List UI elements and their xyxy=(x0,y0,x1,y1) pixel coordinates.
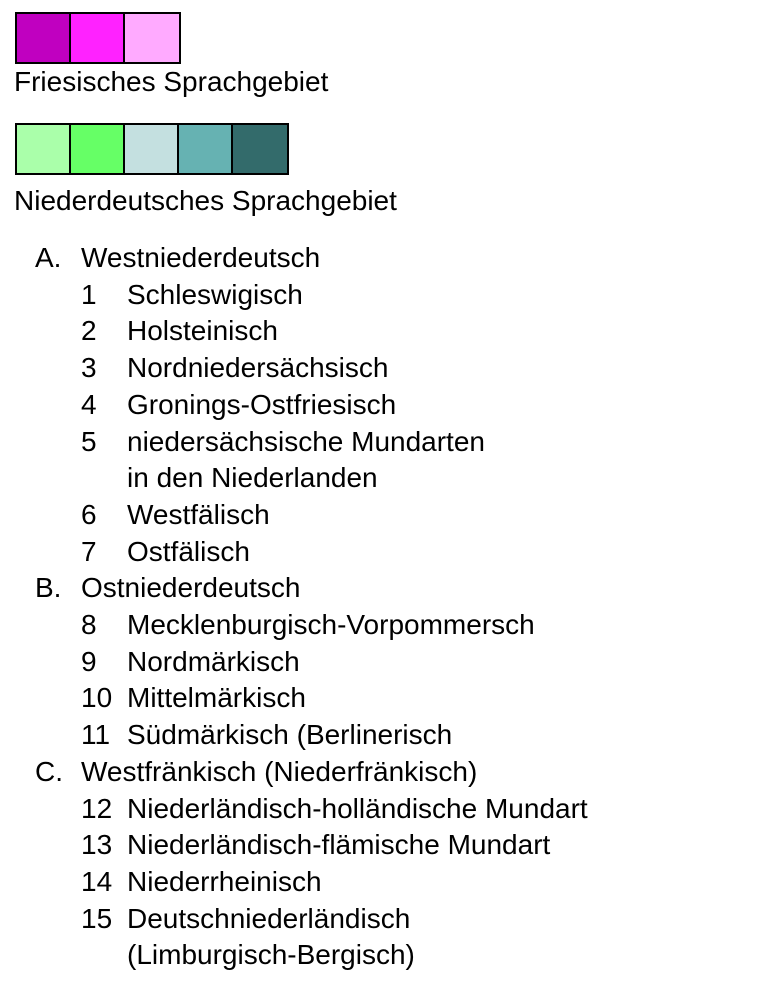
dialect-number: 5 xyxy=(81,425,97,457)
dialect-number: 11 xyxy=(81,719,111,751)
dialect-item xyxy=(35,864,588,901)
dialect-name-line: niedersächsische Mundarten xyxy=(127,425,485,457)
dialect-name xyxy=(127,680,306,717)
dialect-item xyxy=(35,277,588,314)
dialect-list xyxy=(35,240,588,974)
dialect-name xyxy=(127,717,452,754)
dialect-item xyxy=(35,827,588,864)
lowgerman-swatch-row xyxy=(15,123,289,175)
group-heading xyxy=(35,240,588,277)
dialect-name xyxy=(127,827,550,864)
frisian-swatch-row xyxy=(15,12,181,64)
dialect-number: 2 xyxy=(81,315,97,347)
dialect-number: 8 xyxy=(81,609,97,641)
dialect-number: 1 xyxy=(81,278,97,310)
dialect-item xyxy=(35,644,588,681)
dialect-name xyxy=(127,277,303,314)
dialect-item xyxy=(35,350,588,387)
dialect-name-line: Holsteinisch xyxy=(127,315,278,347)
dialect-item xyxy=(35,534,588,571)
dialect-name xyxy=(127,313,278,350)
dialect-item xyxy=(35,313,588,350)
dialect-name xyxy=(127,864,322,901)
dialect-name-line: (Limburgisch-Bergisch) xyxy=(127,939,415,971)
dialect-number: 14 xyxy=(81,865,113,897)
group-name: Westniederdeutsch xyxy=(81,242,321,273)
dialect-name-line: Westfälisch xyxy=(127,498,270,530)
frisian-caption: Friesisches Sprachgebiet xyxy=(14,66,329,97)
dialect-item xyxy=(35,901,588,974)
dialect-name-line: in den Niederlanden xyxy=(127,462,378,494)
dialect-name xyxy=(127,791,588,828)
lowgerman-swatch-5 xyxy=(233,125,287,173)
dialect-number: 3 xyxy=(81,352,97,384)
dialect-item xyxy=(35,424,588,497)
dialect-name xyxy=(127,901,415,974)
dialect-name-line: Gronings-Ostfriesisch xyxy=(127,388,397,420)
dialect-item xyxy=(35,680,588,717)
dialect-name-line: Schleswigisch xyxy=(127,278,303,310)
dialect-number: 10 xyxy=(81,682,113,714)
frisian-swatch-3 xyxy=(125,14,179,62)
dialect-number: 13 xyxy=(81,829,113,861)
group-name: Westfränkisch (Niederfränkisch) xyxy=(81,755,478,787)
dialect-name-line: Nordmärkisch xyxy=(127,645,300,677)
dialect-name-line: Südmärkisch (Berlinerisch xyxy=(127,719,453,751)
lowgerman-swatch-1 xyxy=(17,125,71,173)
dialect-number: 15 xyxy=(81,902,113,934)
lowgerman-caption: Niederdeutsches Sprachgebiet xyxy=(14,185,397,216)
dialect-number: 9 xyxy=(81,645,97,677)
dialect-item xyxy=(35,791,588,828)
frisian-swatch-1 xyxy=(17,14,71,62)
frisian-swatch-2 xyxy=(71,14,125,62)
lowgerman-swatch-3 xyxy=(125,125,179,173)
dialect-name xyxy=(127,644,300,681)
group-heading xyxy=(35,754,588,791)
dialect-item xyxy=(35,387,588,424)
dialect-number: 7 xyxy=(81,535,97,567)
dialect-name-line: Ostfälisch xyxy=(127,535,250,567)
group-letter: C. xyxy=(35,755,63,787)
lowgerman-swatch-2 xyxy=(71,125,125,173)
dialect-name xyxy=(127,534,250,571)
group-letter: B. xyxy=(35,572,62,604)
dialect-name-line: Niederrheinisch xyxy=(127,865,322,897)
dialect-name xyxy=(127,424,485,497)
dialect-item xyxy=(35,717,588,754)
dialect-name-line: Niederländisch-flämische Mundart xyxy=(127,829,551,861)
dialect-name xyxy=(127,607,535,644)
dialect-number: 4 xyxy=(81,388,97,420)
dialect-name-line: Nordniedersächsisch xyxy=(127,352,389,384)
dialect-name-line: Mecklenburgisch-Vorpommersch xyxy=(127,609,535,641)
dialect-name-line: Mittelmärkisch xyxy=(127,682,306,714)
dialect-name xyxy=(127,350,388,387)
dialect-number: 6 xyxy=(81,498,97,530)
group-letter: A. xyxy=(35,242,62,273)
dialect-item xyxy=(35,607,588,644)
dialect-number: 12 xyxy=(81,792,113,824)
dialect-name-line: Niederländisch-holländische Mundart xyxy=(127,792,588,824)
dialect-name xyxy=(127,497,270,534)
group-name: Ostniederdeutsch xyxy=(81,572,301,604)
dialect-name-line: Deutschniederländisch xyxy=(127,902,411,934)
dialect-name xyxy=(127,387,396,424)
lowgerman-swatch-4 xyxy=(179,125,233,173)
group-heading xyxy=(35,570,588,607)
dialect-item xyxy=(35,497,588,534)
